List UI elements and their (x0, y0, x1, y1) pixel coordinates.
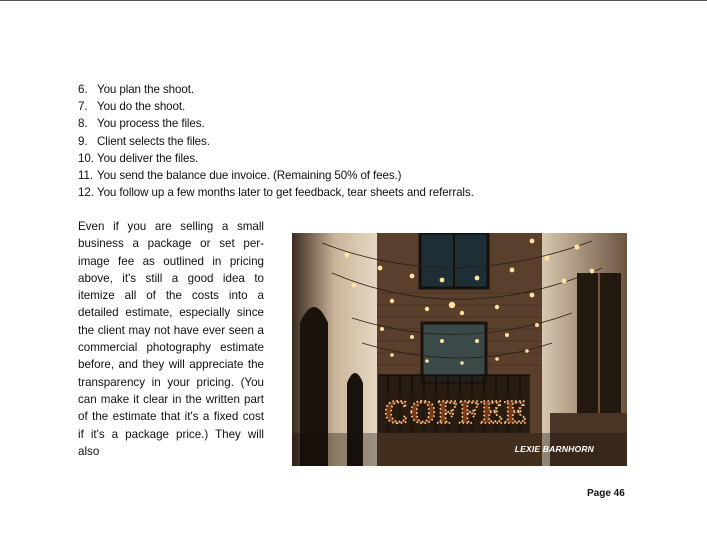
photo-credit: LEXIE BARNHORN (514, 444, 594, 454)
list-item: 10. You deliver the files. (78, 151, 199, 165)
list-item: 12. You follow up a few months later to get feedback, tear sheets and referrals. (78, 186, 474, 200)
top-rule (0, 0, 707, 1)
coffee-sign: COFFEE (384, 394, 528, 431)
numbered-step-list (78, 81, 474, 201)
list-item: 6. You plan the shoot. (78, 83, 194, 96)
body-paragraph: Even if you are selling a small business a package or set per-image fee as outlined in pricing above, it's still a good idea to itemize all of the costs into a detailed estimate, especially since the client may not have ever seen a commercial photography estimate before, and they will appreciate the transparency in your pricing. (You can make it clear in the written part of the estimate that it's a fixed cost if it's a package price.) They will also (78, 220, 264, 458)
list-item: 9. Client selects the files. (78, 134, 210, 148)
page-number: Page 46 (587, 488, 625, 499)
coffee-alley-photo (292, 233, 627, 466)
list-item: 11. You send the balance due invoice. (Remaining 50% of fees.) (78, 169, 402, 183)
list-item: 8. You process the files. (78, 117, 205, 131)
list-item: 7. You do the shoot. (78, 100, 186, 114)
